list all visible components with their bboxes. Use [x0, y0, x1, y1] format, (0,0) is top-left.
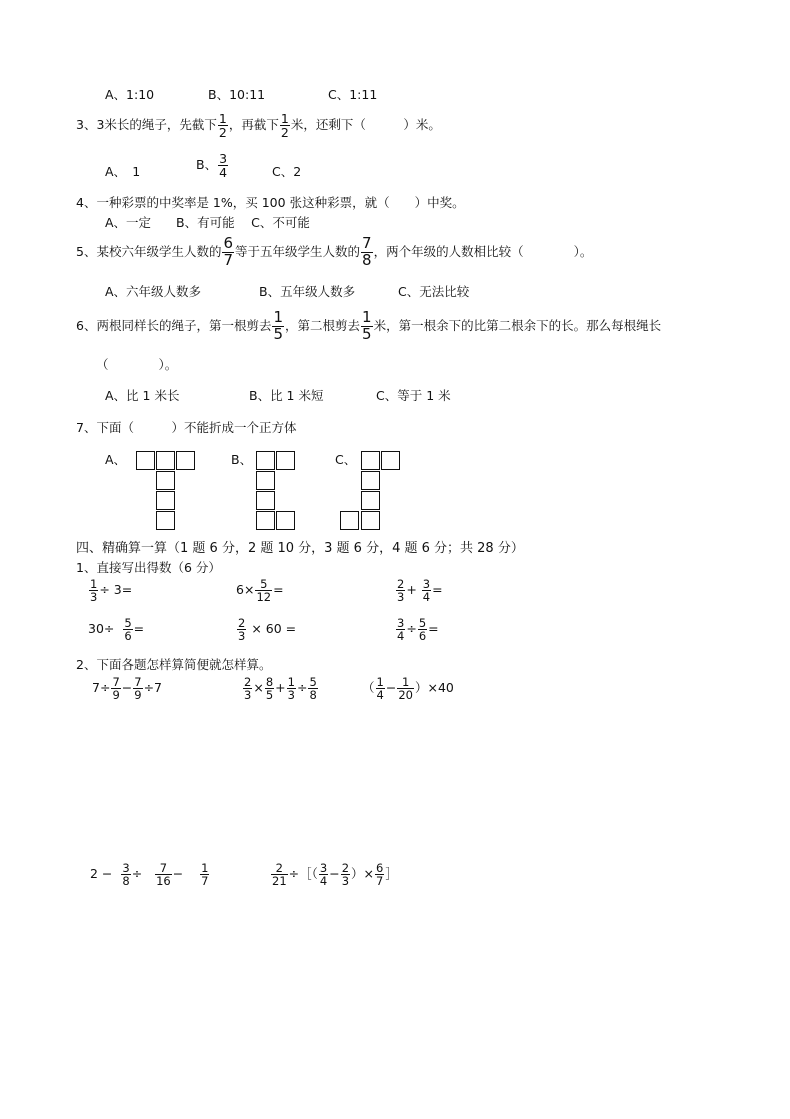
- q3-option-c: C、2: [272, 164, 302, 179]
- denominator: 20: [398, 688, 413, 703]
- calc-1-5: [236, 617, 296, 642]
- q5-option-c: C、无法比较: [398, 284, 470, 299]
- denominator: 21: [272, 874, 287, 889]
- denominator: 9: [112, 688, 120, 703]
- operator: ÷: [406, 621, 417, 637]
- q6-option-a: A、比 1 米长: [105, 388, 180, 403]
- numerator: 6: [223, 234, 234, 252]
- net-square: [156, 511, 175, 530]
- net-square: [256, 451, 275, 470]
- denominator: 7: [376, 874, 384, 889]
- denominator: 2: [218, 125, 227, 141]
- paren: （: [362, 680, 375, 696]
- expr-text: ÷7: [143, 680, 163, 696]
- numerator: 3: [122, 861, 130, 875]
- net-square: [276, 511, 295, 530]
- q3-option-b-fraction: [218, 152, 228, 179]
- fraction: [376, 676, 385, 701]
- numerator: 8: [265, 675, 274, 689]
- expr-text: 30÷: [88, 621, 115, 637]
- denominator: 7: [223, 250, 234, 269]
- fraction: [123, 617, 132, 642]
- fraction: [319, 862, 328, 887]
- numerator: 2: [397, 577, 405, 591]
- fraction: [89, 578, 98, 603]
- numerator: 7: [112, 675, 120, 689]
- denominator: 3: [244, 688, 252, 703]
- denominator: 3: [238, 629, 246, 644]
- denominator: 3: [397, 590, 405, 605]
- net-square: [361, 451, 380, 470]
- numerator: 2: [271, 862, 288, 875]
- q5-option-b: B、五年级人数多: [259, 284, 356, 299]
- net-square: [256, 471, 275, 490]
- denominator: 8: [122, 874, 130, 889]
- operator: +: [275, 680, 286, 696]
- denominator: 6: [418, 629, 427, 644]
- expr-text: 6×: [236, 582, 255, 598]
- operator: +: [406, 582, 417, 598]
- calc-2-4: [90, 862, 210, 887]
- section-4-sub1: 1、直接写出得数（6 分）: [76, 560, 221, 575]
- q6-option-b: B、比 1 米短: [249, 388, 324, 403]
- denominator: 9: [134, 688, 142, 703]
- denominator: 7: [201, 874, 209, 889]
- net-square: [256, 491, 275, 510]
- numerator: 2: [341, 861, 350, 875]
- denominator: 3: [287, 688, 295, 703]
- net-square: [361, 491, 380, 510]
- numerator: 7: [362, 234, 372, 252]
- numerator: 1: [201, 861, 209, 875]
- numerator: 3: [219, 151, 228, 166]
- q4-options: A、一定 B、有可能 C、不可能: [105, 215, 310, 230]
- numerator: 5: [418, 616, 427, 630]
- operator: ×: [253, 680, 264, 696]
- numerator: 1: [362, 308, 372, 326]
- numerator: 3: [397, 616, 405, 630]
- expr-text: =: [133, 621, 145, 637]
- q6-fraction-2: [361, 310, 373, 343]
- bracket: ］: [385, 866, 398, 882]
- section-4-title: 四、精确算一算（1 题 6 分，2 题 10 分，3 题 6 分，4 题 6 分；共 28 分）: [76, 541, 524, 556]
- denominator: 4: [422, 590, 431, 605]
- calc-1-2: [236, 578, 284, 603]
- calc-1-1: [88, 578, 132, 603]
- q5-text-mid: 等于五年级学生人数的: [235, 243, 361, 259]
- expr-text: =: [428, 621, 439, 637]
- numerator: 1: [218, 111, 227, 126]
- fraction: [271, 862, 288, 887]
- q3-option-a: A、 1: [105, 164, 141, 179]
- fraction: [155, 862, 172, 887]
- denominator: 8: [309, 688, 317, 703]
- q6-option-c: C、等于 1 米: [376, 388, 451, 403]
- q4-question: 4、一种彩票的中奖率是 1%，买 100 张这种彩票，就（ ）中奖。: [76, 195, 465, 210]
- net-square: [156, 491, 175, 510]
- net-square: [176, 451, 195, 470]
- fraction: [237, 617, 246, 642]
- expr-text: ÷ 3=: [99, 582, 133, 598]
- numerator: 5: [124, 616, 132, 630]
- numerator: 3: [319, 861, 328, 875]
- fraction: [111, 676, 120, 701]
- net-square: [256, 511, 275, 530]
- denominator: 3: [341, 874, 350, 889]
- calc-2-5: [270, 862, 398, 887]
- denominator: 8: [362, 250, 372, 269]
- section-4-sub2: 2、下面各题怎样算简便就怎样算。: [76, 657, 272, 672]
- fraction: [133, 676, 142, 701]
- numerator: 1: [273, 308, 284, 326]
- q5-fraction-2: [361, 236, 373, 269]
- q3-fraction-2: [280, 112, 290, 139]
- calc-2-3: [362, 676, 454, 701]
- net-square: [156, 451, 175, 470]
- fraction: [341, 862, 350, 887]
- expr-text: ）×: [351, 866, 374, 882]
- fraction: [418, 617, 427, 642]
- fraction: [121, 862, 130, 887]
- q6-fraction-1: [272, 310, 284, 343]
- denominator: 2: [280, 125, 289, 141]
- numerator: 6: [376, 861, 384, 875]
- operator: −: [385, 680, 397, 696]
- q6-question: [76, 310, 661, 343]
- calc-2-1: [92, 676, 162, 701]
- denominator: 5: [362, 324, 372, 343]
- net-square: [156, 471, 175, 490]
- denominator: 5: [273, 324, 284, 343]
- q5-text-post: ，两个年级的人数相比较（ ）。: [373, 243, 593, 259]
- net-square: [381, 451, 400, 470]
- denominator: 4: [319, 874, 328, 889]
- q6-answer-blank: （ ）。: [96, 357, 178, 372]
- expr-text: ）×40: [414, 680, 454, 696]
- numerator: 7: [155, 862, 172, 875]
- numerator: 2: [244, 675, 252, 689]
- net-square: [361, 471, 380, 490]
- numerator: 5: [255, 578, 272, 591]
- q6-text-post: 米，第一根余下的比第二根余下的长。那么每根绳长: [373, 317, 662, 333]
- net-square: [136, 451, 155, 470]
- q6-text-pre: 6、两根同样长的绳子，第一根剪去: [76, 317, 272, 333]
- net-square: [361, 511, 380, 530]
- numerator: 1: [376, 675, 384, 689]
- q3-fraction-1: [218, 112, 228, 139]
- fraction: [287, 676, 296, 701]
- fraction: [396, 578, 405, 603]
- q5-question: [76, 236, 592, 269]
- numerator: 1: [397, 676, 414, 689]
- expr-text: 2 −: [90, 866, 113, 882]
- operator: ÷: [131, 866, 143, 882]
- q3-text-mid: ，再截下: [228, 117, 279, 133]
- denominator: 5: [265, 688, 274, 703]
- denominator: 4: [376, 688, 384, 703]
- fraction: [265, 676, 274, 701]
- numerator: 7: [134, 675, 142, 689]
- denominator: 4: [219, 165, 228, 181]
- operator: ÷: [296, 680, 308, 696]
- q3-option-b: [196, 152, 229, 179]
- q7-label-b: B、: [231, 452, 253, 467]
- q7-label-a: A、: [105, 452, 127, 467]
- calc-2-2: [242, 676, 319, 701]
- fraction: [397, 676, 414, 701]
- numerator: 1: [287, 675, 295, 689]
- fraction: [308, 676, 317, 701]
- fraction: [243, 676, 252, 701]
- denominator: 12: [256, 590, 272, 605]
- expr-text: × 60 =: [251, 621, 297, 637]
- calc-1-6: [395, 617, 439, 642]
- q2-option-b: B、10:11: [208, 87, 266, 102]
- q3-text-pre: 3、3米长的绳子，先截下: [76, 117, 217, 133]
- numerator: 2: [238, 616, 246, 630]
- q3-text-post: 米，还剩下（ ）米。: [290, 117, 441, 133]
- denominator: 16: [156, 874, 171, 889]
- q6-text-mid: ，第二根剪去: [285, 317, 361, 333]
- q3-question: [76, 112, 441, 139]
- net-square: [340, 511, 359, 530]
- numerator: 3: [422, 577, 431, 591]
- fraction: [422, 578, 431, 603]
- fraction: [396, 617, 405, 642]
- operator: −: [329, 866, 340, 882]
- q5-option-a: A、六年级人数多: [105, 284, 202, 299]
- denominator: 4: [397, 629, 405, 644]
- fraction: [200, 862, 209, 887]
- option-label: B、: [196, 157, 218, 173]
- denominator: 6: [124, 629, 132, 644]
- expr-text: 7÷: [92, 680, 111, 696]
- expr-text: ÷［（: [288, 866, 318, 882]
- expr-text: =: [432, 582, 443, 598]
- q2-option-a: A、1:10: [105, 87, 155, 102]
- operator: −: [172, 866, 184, 882]
- calc-1-3: [395, 578, 443, 603]
- q5-fraction-1: [222, 236, 234, 269]
- net-square: [276, 451, 295, 470]
- numerator: 1: [280, 111, 289, 126]
- numerator: 1: [90, 577, 98, 591]
- q7-question: 7、下面（ ）不能折成一个正方体: [76, 420, 297, 435]
- q5-text-pre: 5、某校六年级学生人数的: [76, 243, 222, 259]
- operator: −: [121, 680, 133, 696]
- numerator: 5: [309, 675, 317, 689]
- fraction: [375, 862, 384, 887]
- denominator: 3: [90, 590, 98, 605]
- q2-option-c: C、1:11: [328, 87, 378, 102]
- expr-text: =: [273, 582, 284, 598]
- calc-1-4: [88, 617, 144, 642]
- q7-label-c: C、: [335, 452, 357, 467]
- fraction: [255, 578, 272, 603]
